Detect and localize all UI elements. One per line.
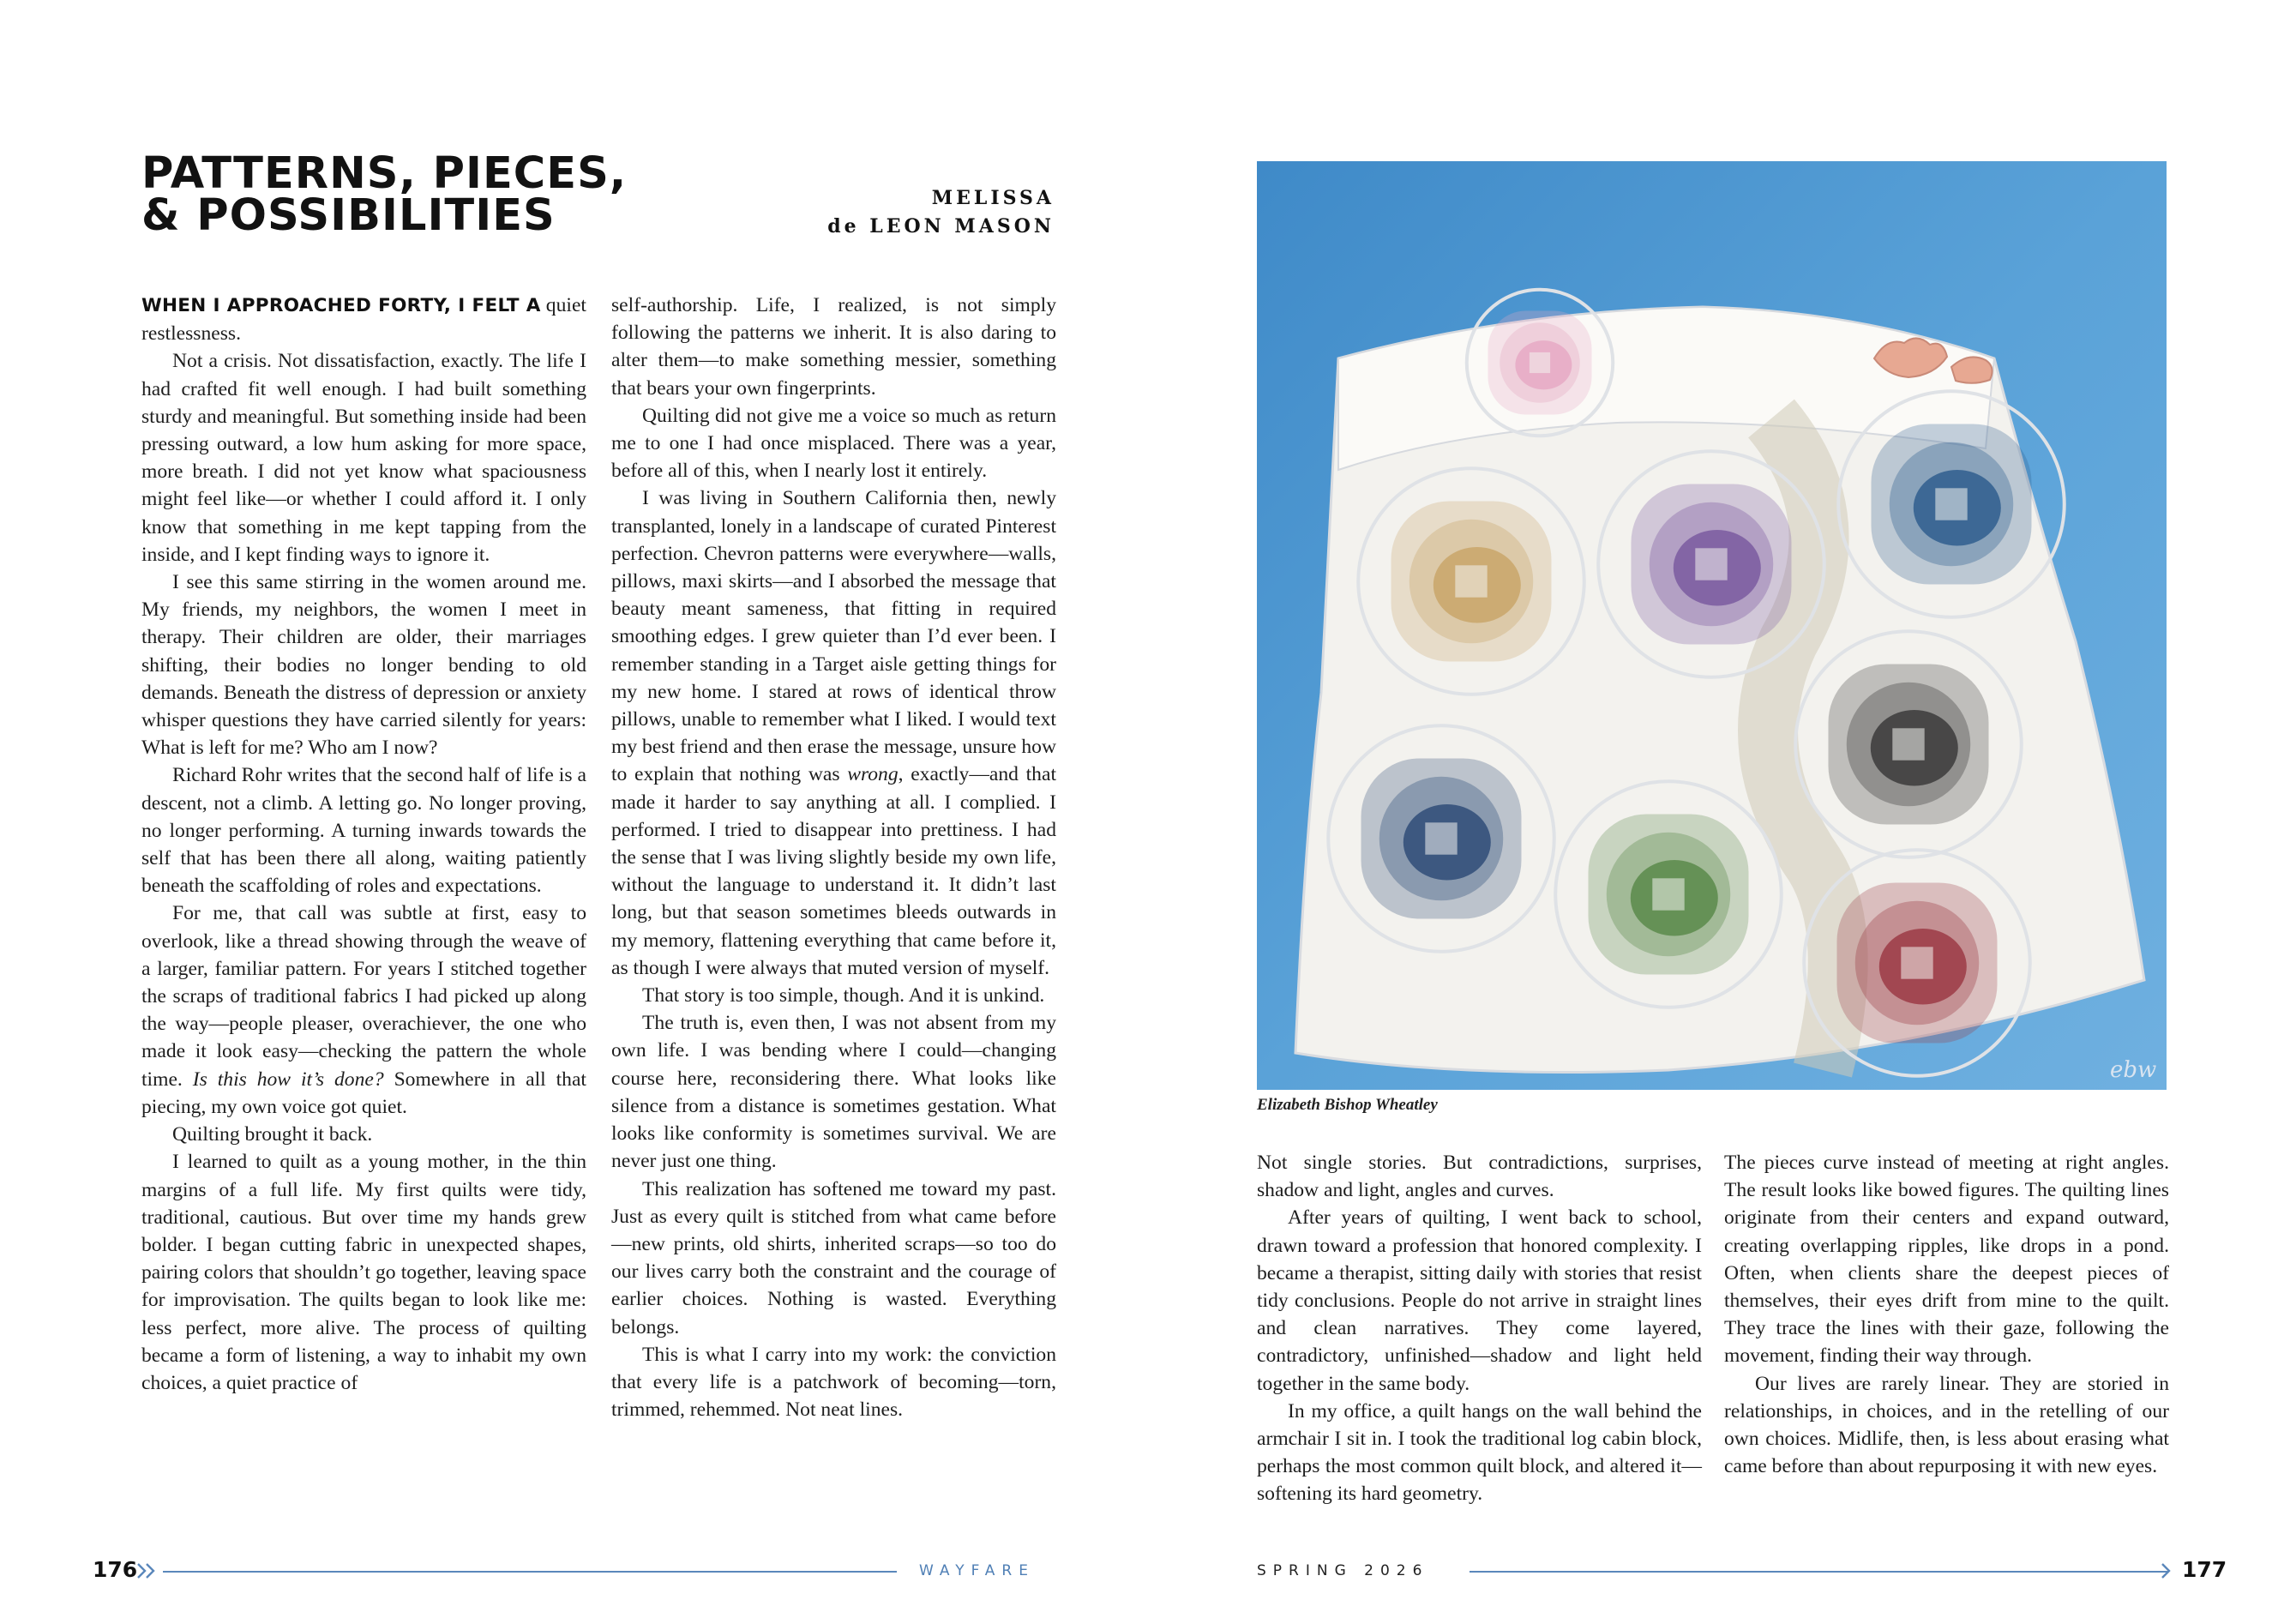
quilt-block-square bbox=[1455, 565, 1487, 597]
text-column-1 bbox=[141, 292, 586, 1397]
title-line-2: & POSSIBILITIES bbox=[141, 190, 556, 241]
illustration-credit: Elizabeth Bishop Wheatley bbox=[1257, 1096, 1438, 1114]
footer-rule-left bbox=[163, 1571, 897, 1573]
quilt-block-square bbox=[1901, 947, 1932, 978]
paragraph: Not a crisis. Not dissatisfaction, exactly. The life I had crafted fit well enough. I had built something sturdy and meaningful. But something inside had been pressing outward, a low hum asking for more space, more breath. I did not yet know what spaciousness might feel like—or whether I could afford it. I only know that something in me kept tapping from the inside, and I kept finding ways to ignore it. bbox=[141, 350, 586, 566]
running-head-issue: SPRING 2026 bbox=[1257, 1562, 1429, 1579]
quilt-block-square bbox=[1935, 488, 1967, 520]
quilt-block-square bbox=[1652, 878, 1684, 910]
paragraph: This is what I carry into my work: the conviction that every life is a patchwork of becoming—torn, trimmed, rehemmed. Not neat lines. bbox=[611, 1343, 1056, 1422]
paragraph: I see this same stirring in the women around me. My friends, my neighbors, the women I meet in therapy. Their children are older, their marriages shifting, their bodies no longer bending to old demands. Beneath the distress of depression or anxiety whisper questions they have carried silently for years: What is left for me? Who am I now? bbox=[141, 571, 586, 760]
title-line-1: PATTERNS, PIECES, bbox=[141, 148, 628, 199]
paragraph: Quilting did not give me a voice so much as return me to one I had once misplaced. There was a year, before all of this, when I nearly lost it entirely. bbox=[611, 404, 1056, 483]
quilt-block-square bbox=[1530, 352, 1550, 373]
paragraph: The truth is, even then, I was not absent from my own life. I was bending where I could—changing course here, reconsidering there. What looks like silence from a distance is sometimes gestation. What looks like conformity is sometimes survival. We are never just one thing. bbox=[611, 1012, 1056, 1173]
paragraph: Quilting brought it back. bbox=[172, 1123, 373, 1146]
chevron-right-icon bbox=[2155, 1559, 2181, 1583]
italic-question: Is this how it’s done? bbox=[192, 1068, 384, 1091]
paragraph-text: For me, that call was subtle at first, easy to overlook, like a thread showing through the weave of a larger, familiar pattern. For years I stitched together the scraps of traditional fabrics I had picked up along the way—people pleaser, overachiever, the one who made it look easy—checking the pattern the whole time. bbox=[141, 902, 586, 1091]
double-chevron-right-icon bbox=[135, 1559, 161, 1583]
page-number-right: 177 bbox=[2182, 1557, 2227, 1582]
paragraph bbox=[141, 899, 586, 1121]
running-head-magazine: WAYFARE bbox=[919, 1562, 1035, 1579]
italic-word: wrong bbox=[847, 763, 899, 786]
paragraph: After years of quilting, I went back to school, drawn toward a profession that honored complexity. I became a therapist, sitting daily with stories that resist tidy conclusions. People do not arrive in straight lines and clean narratives. They come layered, contradictory, unfinished—shadow and light held together in the same body. bbox=[1257, 1206, 1702, 1395]
quilt-watercolor-illustration bbox=[1257, 161, 2167, 1090]
paragraph-text: Somewhere in all that piecing, my own voice got quiet. bbox=[141, 1068, 586, 1118]
author-first-name: MELISSA bbox=[931, 187, 1055, 209]
paragraph bbox=[141, 292, 586, 347]
lead-in: WHEN I APPROACHED FORTY, I FELT A bbox=[141, 295, 541, 316]
text-column-2 bbox=[611, 292, 1056, 1423]
quilt-painting bbox=[1257, 161, 2167, 1090]
text-column-3 bbox=[1257, 1149, 1702, 1508]
paragraph: Our lives are rarely linear. They are storied in relationships, in choices, and in the retelling of our own choices. Midlife, then, is less about erasing what came before than about repurposing it with new eyes. bbox=[1724, 1372, 2169, 1478]
quilt-block-square bbox=[1695, 548, 1727, 580]
paragraph: Not single stories. But contradictions, surprises, shadow and light, angles and curves. bbox=[1257, 1152, 1702, 1202]
paragraph: self-authorship. Life, I realized, is not simply following the patterns we inherit. It is also daring to alter them—to make something messier, something that bears your own fingerprints. bbox=[611, 294, 1056, 400]
paragraph: That story is too simple, though. And it is unkind. bbox=[642, 984, 1045, 1008]
paragraph: I learned to quilt as a young mother, in the thin margins of a full life. My first quilts were tidy, traditional, cautious. But over time my hands grew bolder. I began cutting fabric in unexpected shapes, pairing colors that shouldn’t go together, leaving space for improvisation. The quilts began to look like me: less perfect, more alive. The process of quilting became a form of listening, a way to inhabit my own choices, a quiet practice of bbox=[141, 1151, 586, 1394]
paragraph: The pieces curve instead of meeting at right angles. The result looks like bowed figures. The quilting lines originate from their centers and expand outward, creating overlapping ripples, like drops in a pond. Often, when clients share the deepest pieces of themselves, their eyes drift from mine to the quilt. They trace the lines with their gaze, following the movement, finding their way through. bbox=[1724, 1152, 2169, 1368]
text-column-4 bbox=[1724, 1149, 2169, 1480]
paragraph: Richard Rohr writes that the second half of life is a descent, not a climb. A letting go. No longer proving, no longer performing. A turning inwards towards the self that has been there all along, waiting patiently beneath the scaffolding of roles and expectations. bbox=[141, 764, 586, 898]
author-last-name: de LEON MASON bbox=[827, 215, 1055, 238]
paragraph bbox=[611, 484, 1056, 982]
page-number-left: 176 bbox=[93, 1557, 138, 1582]
article-title bbox=[141, 148, 673, 241]
author-byline bbox=[652, 184, 1055, 241]
artist-signature: ebw bbox=[2110, 1057, 2157, 1083]
footer-rule-right bbox=[1470, 1571, 2169, 1573]
paragraph-text: , exactly—and that made it harder to say anything at all. I complied. I performed. I tried to disappear into prettiness. I had the sense that I was living slightly beside my own life, without the language to understand it. It didn’t last long, but that season sometimes bleeds outwards in my memory, flattening everything that came before it, as though I were always that muted version of myself. bbox=[611, 763, 1057, 979]
quilt-block-square bbox=[1892, 728, 1924, 760]
quilt-block-square bbox=[1425, 822, 1457, 854]
paragraph-text: I was living in Southern California then, newly transplanted, lonely in a landscape of curated Pinterest perfection. Chevron patterns were everywhere—walls, pillows, maxi skirts—and I absorbed the message that beauty meant sameness, that fitting in required smoothing edges. I grew quieter than I’d ever been. I remember standing in a Target aisle getting things for my new home. I stared at rows of identical throw pillows, unable to remember what I liked. I would text my best friend and then erase the message, unsure how to explain that nothing was bbox=[611, 487, 1056, 786]
paragraph-text: quiet restlessness. bbox=[141, 294, 586, 346]
paragraph: This realization has softened me toward my past. Just as every quilt is stitched from what came before—new prints, old shirts, inherited scraps—so too do our lives carry both the constraint and the courage of earlier choices. Nothing is wasted. Everything belongs. bbox=[611, 1177, 1056, 1338]
paragraph: In my office, a quilt hangs on the wall behind the armchair I sit in. I took the traditional log cabin block, perhaps the most common quilt block, and altered it—softening its hard geometry. bbox=[1257, 1399, 1702, 1506]
